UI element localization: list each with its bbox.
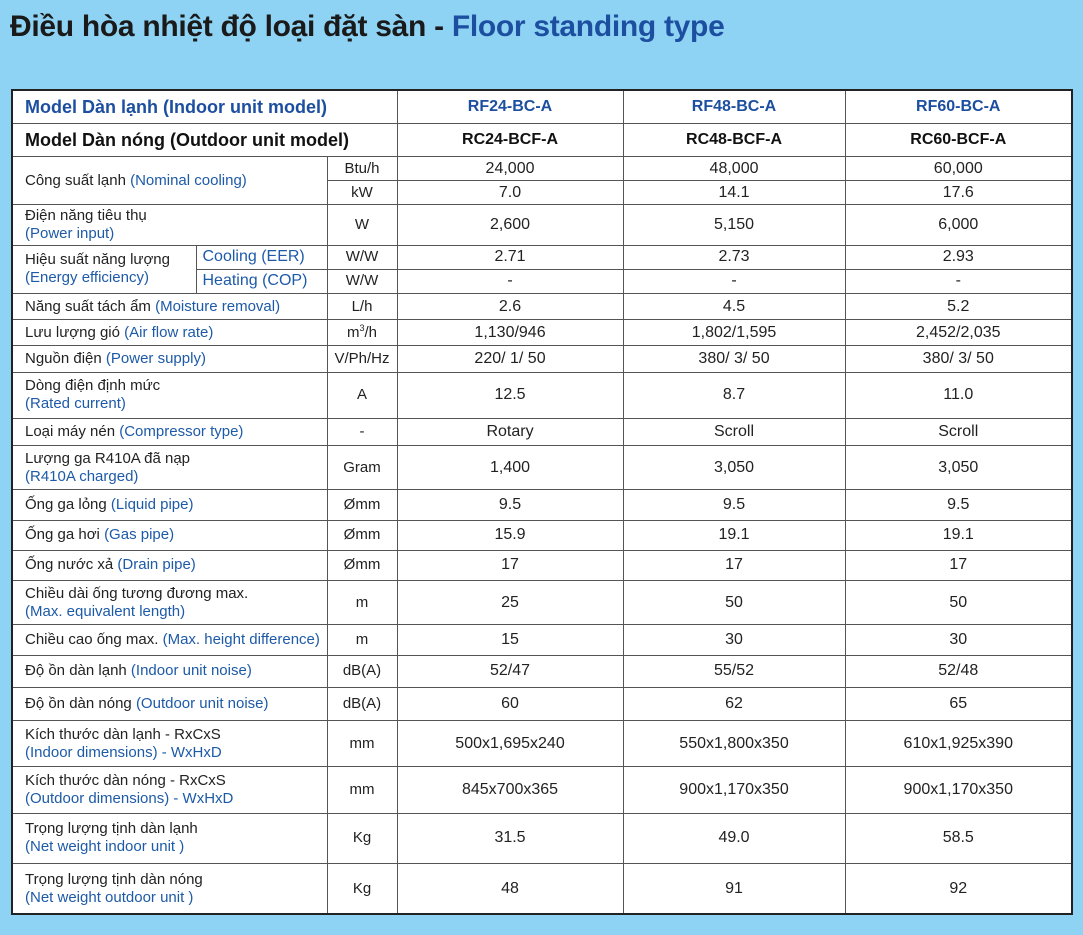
table-row [12, 346, 1072, 372]
cell: 900x1,170x350 [845, 767, 1072, 813]
liquid-label: Ống ga lỏng (Liquid pipe) [12, 490, 327, 520]
cell: 14.1 [623, 181, 845, 205]
indoor-model-label: Model Dàn lạnh (Indoor unit model) [12, 90, 397, 123]
unit: V/Ph/Hz [327, 346, 397, 372]
outdoor-dim-label: Kích thước dàn nóng - RxCxS (Outdoor dimensions) - WxHxD [12, 767, 327, 813]
cell: 550x1,800x350 [623, 720, 845, 766]
cell: Scroll [623, 418, 845, 445]
table-row [12, 156, 1072, 180]
unit: Ømm [327, 550, 397, 580]
cell: 17.6 [845, 181, 1072, 205]
cell: 50 [845, 580, 1072, 624]
unit: Kg [327, 864, 397, 915]
cell: 9.5 [845, 490, 1072, 520]
table-row [12, 864, 1072, 915]
cell: 30 [623, 625, 845, 655]
cell: 2.6 [397, 293, 623, 319]
unit: A [327, 372, 397, 418]
cell: 2.71 [397, 245, 623, 269]
cell: 60,000 [845, 156, 1072, 180]
table-row [12, 490, 1072, 520]
outdoor-model-1: RC24-BCF-A [397, 123, 623, 156]
cell: 2.73 [623, 245, 845, 269]
table-row [12, 767, 1072, 813]
cell: 1,130/946 [397, 320, 623, 346]
cell: 92 [845, 864, 1072, 915]
outdoor-model-label: Model Dàn nóng (Outdoor unit model) [12, 123, 397, 156]
cell: 55/52 [623, 655, 845, 687]
title-en: Floor standing type [451, 10, 725, 43]
indoor-model-1: RF24-BC-A [397, 90, 623, 123]
cell: 11.0 [845, 372, 1072, 418]
cell: 62 [623, 687, 845, 720]
table-row [12, 293, 1072, 319]
indoor-dim-label: Kích thước dàn lạnh - RxCxS (Indoor dimensions) - WxHxD [12, 720, 327, 766]
cell: 500x1,695x240 [397, 720, 623, 766]
cell: 17 [397, 550, 623, 580]
unit: Kg [327, 813, 397, 863]
power-label: Điện năng tiêu thụ (Power input) [12, 205, 327, 245]
cell: 49.0 [623, 813, 845, 863]
table-row [12, 687, 1072, 720]
table-row [12, 205, 1072, 245]
drain-label: Ống nước xả (Drain pipe) [12, 550, 327, 580]
cell: 31.5 [397, 813, 623, 863]
cell: 1,802/1,595 [623, 320, 845, 346]
unit: W/W [327, 245, 397, 269]
cell: 9.5 [623, 490, 845, 520]
outdoor-model-3: RC60-BCF-A [845, 123, 1072, 156]
indoor-model-2: RF48-BC-A [623, 90, 845, 123]
cooling-unit-btu: Btu/h [327, 156, 397, 180]
cooling-unit-kw: kW [327, 181, 397, 205]
cell: 5,150 [623, 205, 845, 245]
cell: 50 [623, 580, 845, 624]
unit: dB(A) [327, 687, 397, 720]
cell: Scroll [845, 418, 1072, 445]
cell: 25 [397, 580, 623, 624]
cell: 17 [845, 550, 1072, 580]
indoor-noise-label: Độ ồn dàn lạnh (Indoor unit noise) [12, 655, 327, 687]
supply-label: Nguồn điện (Power supply) [12, 346, 327, 372]
table-row [12, 245, 1072, 269]
indoor-weight-label: Trọng lượng tịnh dàn lạnh (Net weight indoor unit ) [12, 813, 327, 863]
cell: 17 [623, 550, 845, 580]
eer-label: Cooling (EER) [196, 245, 327, 269]
page-title [10, 10, 724, 44]
unit: mm [327, 720, 397, 766]
cell: 48 [397, 864, 623, 915]
table-row [12, 720, 1072, 766]
outdoor-model-2: RC48-BCF-A [623, 123, 845, 156]
table-row [12, 813, 1072, 863]
cell: - [397, 269, 623, 293]
cell: 60 [397, 687, 623, 720]
cell: 19.1 [845, 520, 1072, 550]
cell: 7.0 [397, 181, 623, 205]
cell: 24,000 [397, 156, 623, 180]
spec-table [11, 89, 1073, 915]
table-row [12, 550, 1072, 580]
cell: 3,050 [845, 446, 1072, 490]
cell: 15.9 [397, 520, 623, 550]
cell: - [623, 269, 845, 293]
cell: 15 [397, 625, 623, 655]
cell: 610x1,925x390 [845, 720, 1072, 766]
cell: Rotary [397, 418, 623, 445]
current-label: Dòng điện định mức (Rated current) [12, 372, 327, 418]
table-row [12, 625, 1072, 655]
cell: 845x700x365 [397, 767, 623, 813]
cell: 65 [845, 687, 1072, 720]
efficiency-label: Hiệu suất năng lượng (Energy efficiency) [12, 245, 196, 293]
compressor-label: Loại máy nén (Compressor type) [12, 418, 327, 445]
cell: 900x1,170x350 [623, 767, 845, 813]
cell: 380/ 3/ 50 [623, 346, 845, 372]
cell: 8.7 [623, 372, 845, 418]
cell: 3,050 [623, 446, 845, 490]
unit: W [327, 205, 397, 245]
title-vi: Điều hòa nhiệt độ loại đặt sàn - [10, 10, 452, 43]
cell: 19.1 [623, 520, 845, 550]
height-label: Chiều cao ống max. (Max. height difference) [12, 625, 327, 655]
table-row [12, 446, 1072, 490]
table-row [12, 418, 1072, 445]
outdoor-model-row [12, 123, 1072, 156]
table-row [12, 580, 1072, 624]
indoor-model-row [12, 90, 1072, 123]
cell: 4.5 [623, 293, 845, 319]
unit: Ømm [327, 490, 397, 520]
unit: dB(A) [327, 655, 397, 687]
cell: 5.2 [845, 293, 1072, 319]
cell: 52/47 [397, 655, 623, 687]
cell: 220/ 1/ 50 [397, 346, 623, 372]
cell: 30 [845, 625, 1072, 655]
unit: m [327, 625, 397, 655]
cell: 9.5 [397, 490, 623, 520]
cell: 2,452/2,035 [845, 320, 1072, 346]
moisture-label: Năng suất tách ẩm (Moisture removal) [12, 293, 327, 319]
table-row [12, 520, 1072, 550]
unit: L/h [327, 293, 397, 319]
unit: mm [327, 767, 397, 813]
refrigerant-label: Lượng ga R410A đã nạp (R410A charged) [12, 446, 327, 490]
unit: W/W [327, 269, 397, 293]
table-row [12, 372, 1072, 418]
cop-label: Heating (COP) [196, 269, 327, 293]
cell: 380/ 3/ 50 [845, 346, 1072, 372]
cell: 91 [623, 864, 845, 915]
cell: 2.93 [845, 245, 1072, 269]
cell: 2,600 [397, 205, 623, 245]
table-row [12, 320, 1072, 346]
outdoor-weight-label: Trọng lượng tịnh dàn nóng (Net weight outdoor unit ) [12, 864, 327, 915]
unit: m [327, 580, 397, 624]
cell: 58.5 [845, 813, 1072, 863]
unit: Ømm [327, 520, 397, 550]
indoor-model-3: RF60-BC-A [845, 90, 1072, 123]
table-row [12, 655, 1072, 687]
airflow-label: Lưu lượng gió (Air flow rate) [12, 320, 327, 346]
unit: - [327, 418, 397, 445]
cell: 12.5 [397, 372, 623, 418]
cell: 52/48 [845, 655, 1072, 687]
airflow-unit: $m^3/h$ [327, 320, 397, 346]
length-label: Chiều dài ống tương đương max. (Max. equivalent length) [12, 580, 327, 624]
cell: - [845, 269, 1072, 293]
cell: 48,000 [623, 156, 845, 180]
cell: 1,400 [397, 446, 623, 490]
cooling-label: Công suất lạnh (Nominal cooling) [12, 156, 327, 204]
outdoor-noise-label: Độ ồn dàn nóng (Outdoor unit noise) [12, 687, 327, 720]
cell: 6,000 [845, 205, 1072, 245]
unit: Gram [327, 446, 397, 490]
gas-label: Ống ga hơi (Gas pipe) [12, 520, 327, 550]
